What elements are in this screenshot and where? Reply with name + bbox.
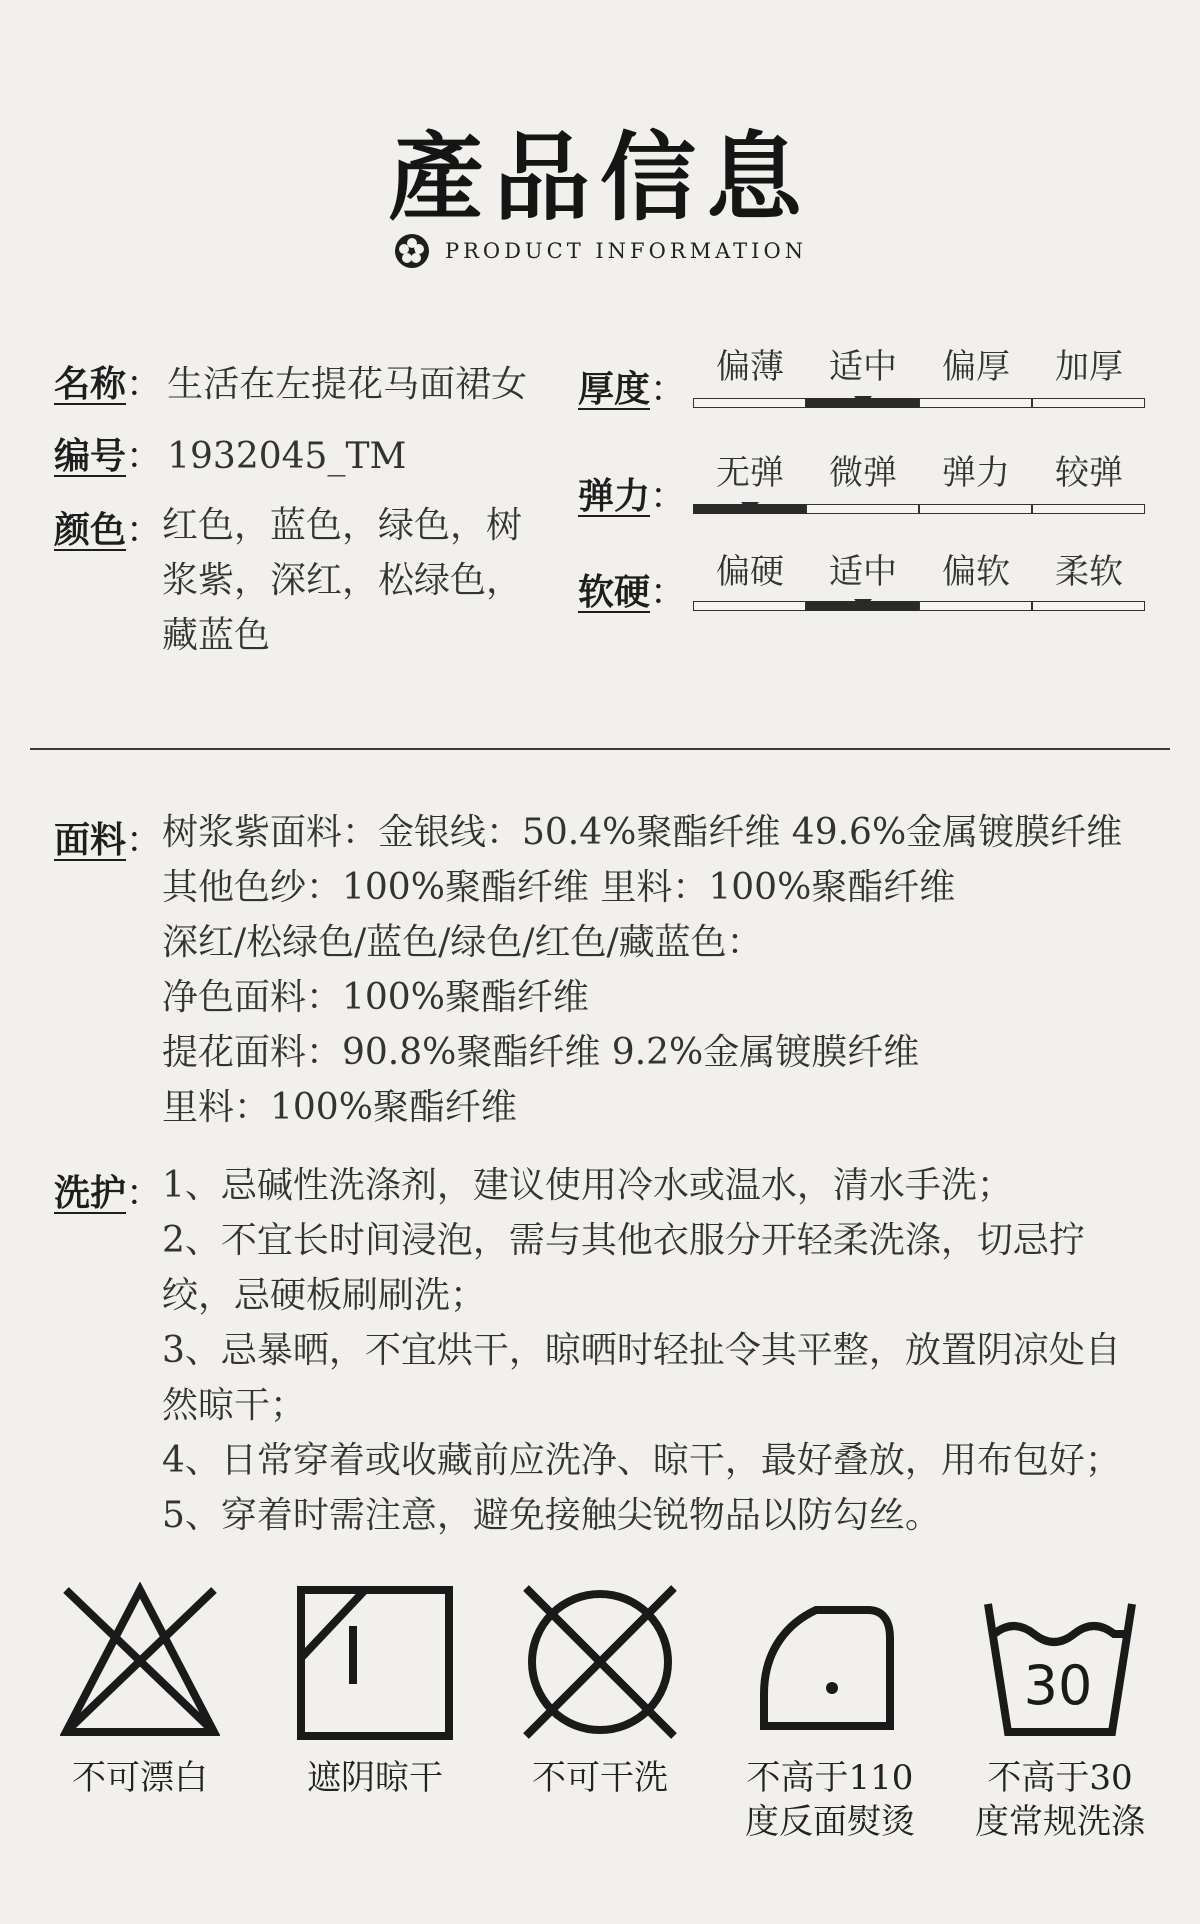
care-line: 5、穿着时需注意，避免接触尖锐物品以防勾丝。 [162, 1495, 941, 1536]
page-subtitle: PRODUCT INFORMATION [444, 239, 808, 263]
care-icon-label-line: 不可干洗 [532, 1758, 668, 1798]
care-line: 2、不宜长时间浸泡，需与其他衣服分开轻柔洗涤，切忌拧 [162, 1220, 1085, 1261]
thickness-label-row: 厚度： [578, 368, 687, 410]
meter-option: 偏厚 [942, 347, 1010, 387]
softness-label: 软硬 [578, 571, 651, 613]
care-icon-label [500, 1756, 700, 1800]
fabric-line: 提花面料：90.8%聚酯纤维 9.2%金属镀膜纤维 [162, 1032, 920, 1073]
subtitle-row [0, 232, 1200, 270]
flower-logo-icon [393, 232, 431, 270]
care-icon-label-line: 度反面熨烫 [745, 1802, 915, 1842]
care-icon-label [950, 1756, 1170, 1844]
color-line: 藏蓝色 [162, 615, 271, 656]
meter-marker-icon [741, 502, 759, 513]
meter-option: 适中 [829, 552, 897, 592]
name-row: 名称： 生活在左提花马面裙女 [54, 363, 528, 405]
care-line: 4、日常穿着或收藏前应洗净、晾干，最好叠放，用布包好； [162, 1440, 1121, 1481]
care-label-row: 洗护： [54, 1172, 163, 1214]
iron-110-icon [750, 1582, 910, 1742]
code-value: 1932045_TM [167, 436, 407, 477]
care-line: 然晾干； [162, 1385, 307, 1426]
meter-option: 适中 [829, 347, 897, 387]
code-row: 编号： 1932045_TM [54, 435, 407, 477]
fabric-line: 深红/松绿色/蓝色/绿色/红色/藏蓝色： [162, 922, 763, 963]
care-icon-label-line: 不高于30 [987, 1758, 1133, 1798]
code-label: 编号 [54, 435, 127, 477]
meter-option: 偏薄 [716, 347, 784, 387]
softness-label-row: 软硬： [578, 571, 687, 613]
color-line: 红色，蓝色，绿色，树 [162, 505, 523, 546]
care-line: 3、忌暴晒，不宜烘干，晾晒时轻扯令其平整，放置阴凉处自 [162, 1330, 1121, 1371]
no-dry-clean-icon [520, 1582, 680, 1742]
care-line: 绞，忌硬板刷刷洗； [162, 1275, 487, 1316]
color-line: 浆紫，深红，松绿色， [162, 560, 523, 601]
elasticity-label: 弹力 [578, 475, 651, 517]
meter-divider [1031, 398, 1033, 408]
meter-option: 较弹 [1055, 453, 1123, 493]
care-icon-label [275, 1756, 475, 1800]
meter-divider [1031, 601, 1033, 611]
section-divider [30, 748, 1170, 750]
fabric-line: 净色面料：100%聚酯纤维 [162, 977, 589, 1018]
care-label: 洗护 [54, 1172, 127, 1214]
fabric-line: 树浆紫面料：金银线：50.4%聚酯纤维 49.6%金属镀膜纤维 [162, 812, 1123, 853]
care-icon-label [720, 1756, 940, 1844]
name-value: 生活在左提花马面裙女 [167, 364, 528, 405]
wash-temp: 30 [1023, 1654, 1093, 1717]
care-icon-label-line: 度常规洗涤 [975, 1802, 1145, 1842]
color-row: 颜色： [54, 509, 163, 551]
no-bleach-icon [60, 1582, 220, 1742]
color-values [162, 498, 522, 663]
shade-dry-icon [295, 1582, 455, 1742]
meter-divider [1031, 504, 1033, 514]
fabric-text [162, 805, 1122, 1135]
care-line: 1、忌碱性洗涤剂，建议使用冷水或温水，清水手洗； [162, 1165, 1013, 1206]
meter-option: 弹力 [942, 453, 1010, 493]
care-icon-label-line: 不可漂白 [72, 1758, 208, 1798]
fabric-label-row: 面料： [54, 819, 163, 861]
meter-option: 微弹 [829, 453, 897, 493]
meter-option: 无弹 [716, 453, 784, 493]
meter-option: 偏硬 [716, 552, 784, 592]
meter-option: 柔软 [1055, 552, 1123, 592]
page-title: 產品信息 [388, 121, 812, 234]
care-text [162, 1158, 1121, 1543]
care-icon-label-line: 遮阴晾干 [307, 1758, 443, 1798]
color-label: 颜色 [54, 509, 127, 551]
meter-option: 加厚 [1055, 347, 1123, 387]
care-icon-label [40, 1756, 240, 1800]
care-icon-label-line: 不高于110 [746, 1758, 914, 1798]
fabric-line: 里料：100%聚酯纤维 [162, 1087, 517, 1128]
thickness-label: 厚度 [578, 368, 651, 410]
meter-divider [918, 504, 920, 514]
meter-marker-icon [854, 599, 872, 610]
fabric-label: 面料 [54, 819, 127, 861]
wash-30-icon [980, 1582, 1140, 1742]
meter-marker-icon [854, 396, 872, 407]
meter-option: 偏软 [942, 552, 1010, 592]
fabric-line: 其他色纱：100%聚酯纤维 里料：100%聚酯纤维 [162, 867, 956, 908]
elasticity-label-row: 弹力： [578, 475, 687, 517]
name-label: 名称 [54, 363, 127, 405]
